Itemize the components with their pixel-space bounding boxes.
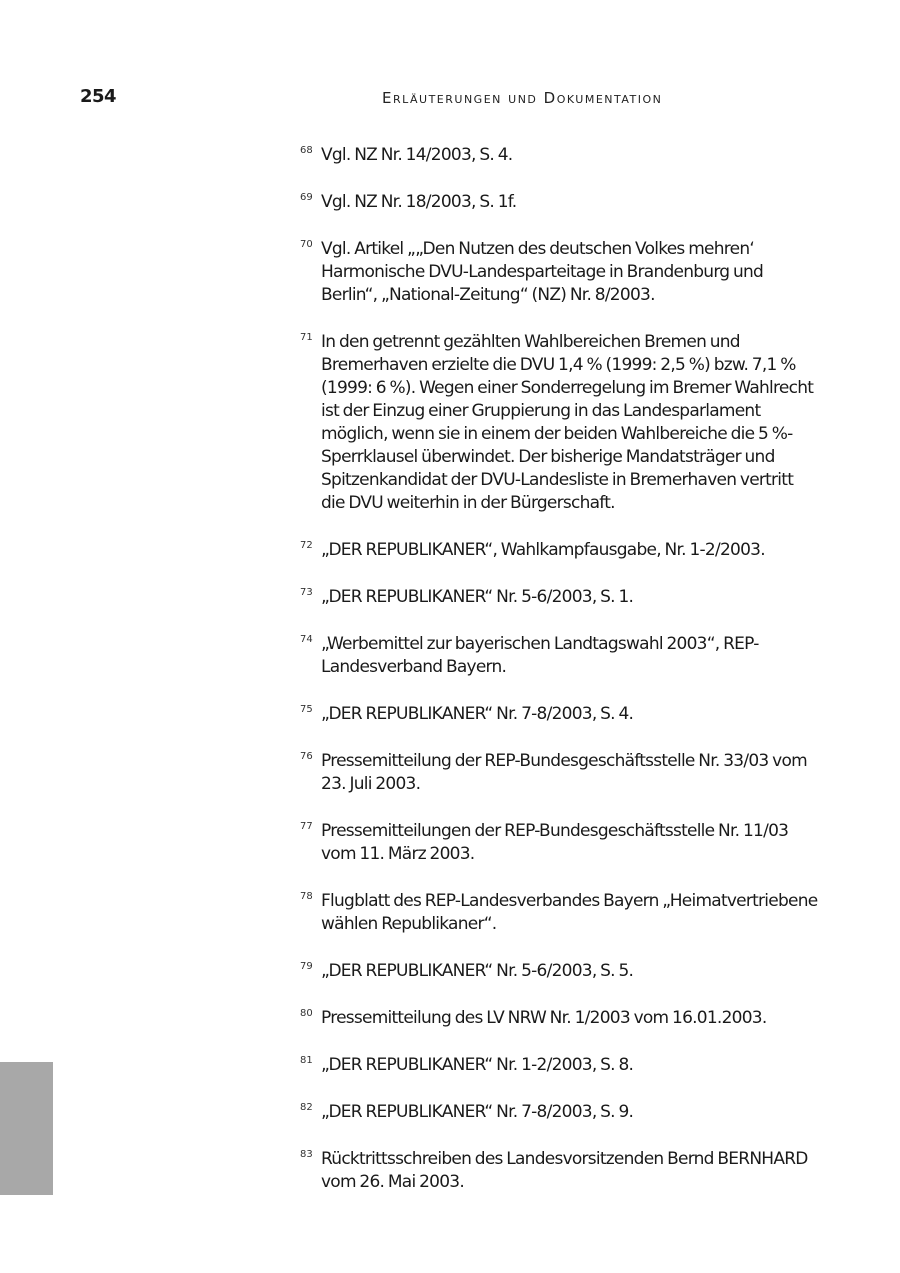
page-number: 254	[80, 86, 117, 107]
footnote-text: „Werbemittel zur bayerischen Landtagswahl 2003“, REP-Landesverband Bayern.	[321, 634, 759, 677]
footnote-text: Flugblatt des REP-Landesverbandes Bayern „Heimatvertriebene wählen Republikaner“.	[321, 891, 818, 934]
footnote-text: Pressemitteilung der REP-Bundesgeschäftsstelle Nr. 33/03 vom 23. Juli 2003.	[321, 751, 807, 794]
footnote-number: 83	[300, 1149, 313, 1160]
footnote-number: 79	[300, 961, 313, 972]
footnote-text: „DER REPUBLIKANER“ Nr. 7-8/2003, S. 9.	[321, 1102, 634, 1122]
footnote-text: Vgl. NZ Nr. 14/2003, S. 4.	[321, 145, 513, 165]
footnote-number: 74	[300, 634, 313, 645]
footnote	[300, 191, 820, 214]
footnote	[300, 820, 820, 866]
footnote-number: 73	[300, 587, 313, 598]
footnote	[300, 703, 820, 726]
footnote	[300, 890, 820, 936]
footnote	[300, 586, 820, 609]
footnote-text: „DER REPUBLIKANER“ Nr. 5-6/2003, S. 5.	[321, 961, 634, 981]
footnote	[300, 1007, 820, 1030]
running-head: Erläuterungen und Dokumentation	[382, 89, 663, 107]
footnote-text: Vgl. Artikel „„Den Nutzen des deutschen Volkes mehren‘ Harmonische DVU-Landesparteitage in Brandenburg und Berlin“, „National-Zeitung“ (NZ) Nr. 8/2003.	[321, 239, 764, 305]
footnote-text: In den getrennt gezählten Wahlbereichen Bremen und Bremerhaven erzielte die DVU 1,4 % (1999: 2,5 %) bzw. 7,1 % (1999: 6 %). Wegen einer Sonderregelung im Bremer Wahlrecht ist der Einzug einer Gruppierung in das Landesparlament möglich, wenn sie in einem der beiden Wahlbereiche die 5 %-Sperrklausel überwindet. Der bisherige Mandatsträger und Spitzenkandidat der DVU-Landesliste in Bremerhaven vertritt die DVU weiterhin in der Bürgerschaft.	[321, 332, 814, 513]
footnote	[300, 1054, 820, 1077]
footnote	[300, 633, 820, 679]
footnote-number: 80	[300, 1008, 313, 1019]
footnote-number: 72	[300, 540, 313, 551]
footnote-number: 76	[300, 751, 313, 762]
footnote-number: 70	[300, 239, 313, 250]
footnote-number: 69	[300, 192, 313, 203]
footnote-number: 77	[300, 821, 313, 832]
footnote-text: Rücktrittsschreiben des Landesvorsitzenden Bernd BERNHARD vom 26. Mai 2003.	[321, 1149, 808, 1192]
footnote-text: „DER REPUBLIKANER“ Nr. 1-2/2003, S. 8.	[321, 1055, 634, 1075]
footnote-text: Vgl. NZ Nr. 18/2003, S. 1f.	[321, 192, 517, 212]
footnote	[300, 539, 820, 562]
footnote-number: 78	[300, 891, 313, 902]
footnote-number: 81	[300, 1055, 313, 1066]
footnote-text: „DER REPUBLIKANER“, Wahlkampfausgabe, Nr. 1-2/2003.	[321, 540, 765, 560]
footnote	[300, 1101, 820, 1124]
chapter-thumb-tab	[0, 1062, 53, 1195]
footnote-text: Pressemitteilungen der REP-Bundesgeschäftsstelle Nr. 11/03 vom 11. März 2003.	[321, 821, 789, 864]
footnote-number: 68	[300, 145, 313, 156]
footnote-number: 82	[300, 1102, 313, 1113]
footnote	[300, 144, 820, 167]
footnote-text: „DER REPUBLIKANER“ Nr. 7-8/2003, S. 4.	[321, 704, 634, 724]
footnote	[300, 750, 820, 796]
footnote	[300, 1148, 820, 1194]
footnote	[300, 238, 820, 307]
footnote-text: Pressemitteilung des LV NRW Nr. 1/2003 vom 16.01.2003.	[321, 1008, 767, 1028]
footnote	[300, 960, 820, 983]
footnote-list	[300, 144, 820, 1218]
footnote	[300, 331, 820, 515]
footnote-number: 75	[300, 704, 313, 715]
footnote-text: „DER REPUBLIKANER“ Nr. 5-6/2003, S. 1.	[321, 587, 634, 607]
footnote-number: 71	[300, 332, 313, 343]
